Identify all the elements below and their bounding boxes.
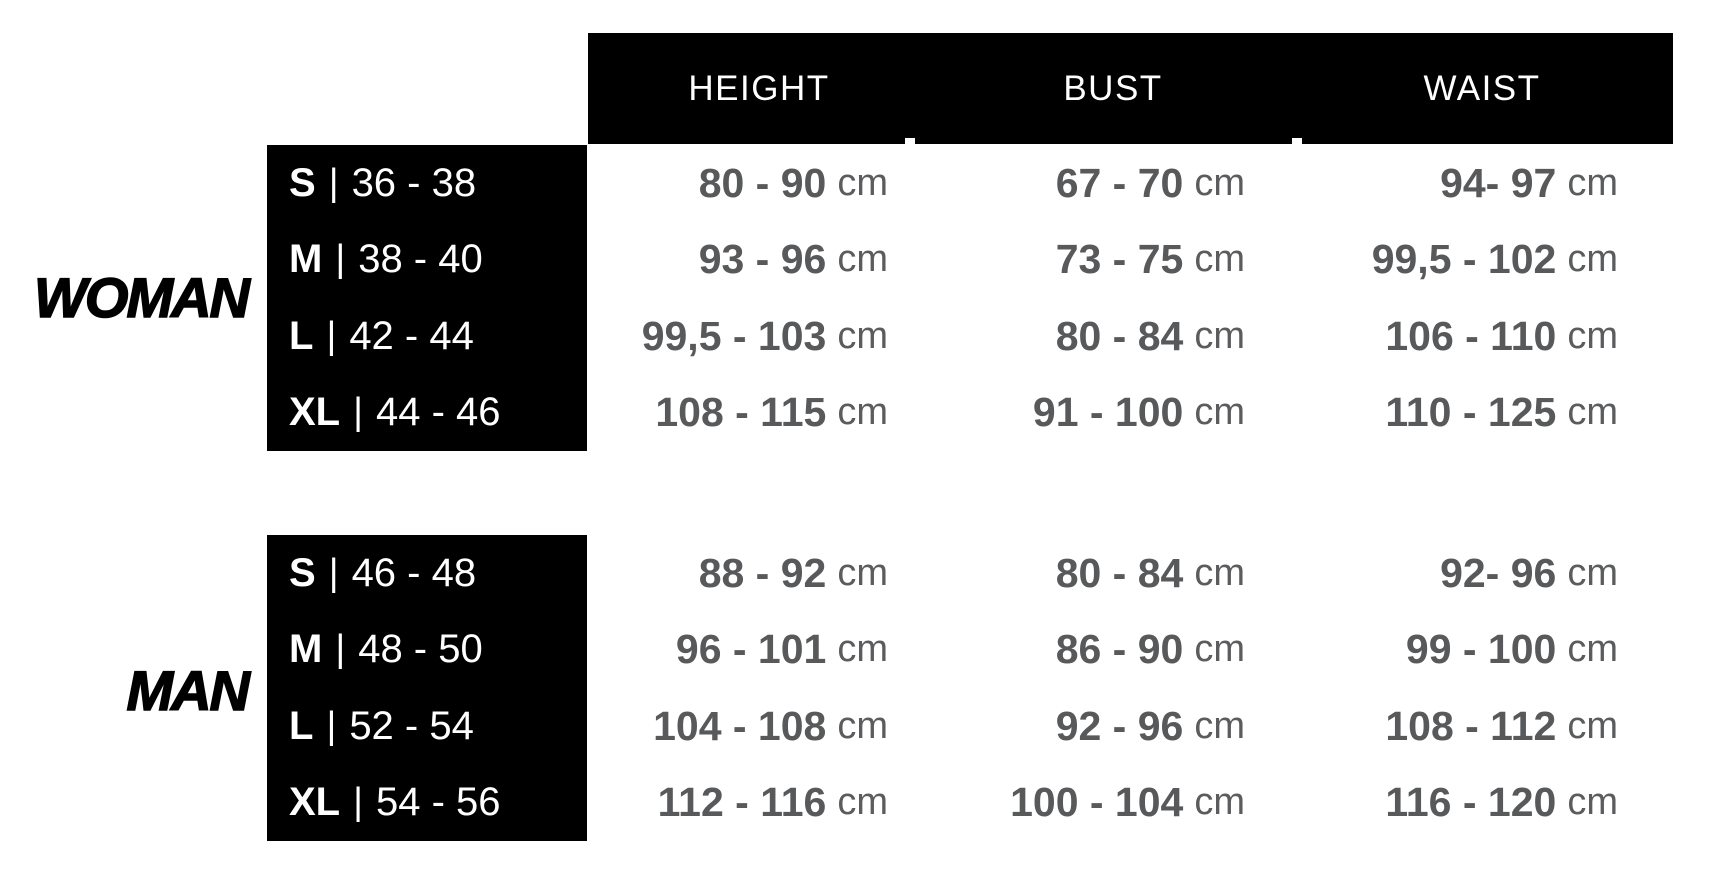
value-number: 112 - 116 xyxy=(657,779,827,826)
value-number: 99,5 - 103 xyxy=(641,312,827,359)
value-unit: cm xyxy=(837,161,888,204)
value-number: 108 - 115 xyxy=(655,389,827,436)
header-notch xyxy=(905,138,915,144)
value-unit: cm xyxy=(1194,781,1245,824)
size-range: 42 - 44 xyxy=(349,313,474,358)
size-row xyxy=(267,298,587,375)
value-cell-height xyxy=(699,222,888,298)
size-box-woman xyxy=(267,145,587,451)
size-row xyxy=(267,145,587,222)
value-unit: cm xyxy=(1194,238,1245,281)
value-number: 116 - 120 xyxy=(1385,779,1557,826)
value-cell-height xyxy=(658,765,888,841)
value-cell-bust xyxy=(1056,688,1245,764)
value-number: 99,5 - 102 xyxy=(1371,236,1557,283)
size-letter: M xyxy=(289,627,323,672)
value-number: 88 - 92 xyxy=(698,549,827,596)
value-cell-height xyxy=(653,688,888,764)
value-cell-bust xyxy=(1056,612,1245,688)
value-unit: cm xyxy=(837,391,888,434)
value-cell-bust xyxy=(1056,222,1245,298)
value-number: 92- 96 xyxy=(1440,549,1557,596)
value-cell-height xyxy=(699,535,888,611)
value-number: 99 - 100 xyxy=(1405,626,1557,673)
group-label-man: MAN xyxy=(126,659,248,722)
value-unit: cm xyxy=(1567,628,1618,671)
value-number: 91 - 100 xyxy=(1032,389,1184,436)
value-unit: cm xyxy=(1567,781,1618,824)
size-letter: M xyxy=(289,237,323,282)
size-row xyxy=(267,535,587,612)
size-letter: XL xyxy=(289,390,341,435)
value-cell-waist xyxy=(1385,688,1618,764)
value-cell-waist xyxy=(1385,375,1618,451)
value-unit: cm xyxy=(1567,704,1618,747)
size-separator: | xyxy=(353,781,363,824)
value-number: 92 - 96 xyxy=(1055,702,1184,749)
value-number: 106 - 110 xyxy=(1385,312,1557,359)
value-unit: cm xyxy=(1194,704,1245,747)
value-number: 80 - 90 xyxy=(698,159,827,206)
size-range: 44 - 46 xyxy=(376,390,501,435)
value-cell-height xyxy=(642,298,888,374)
value-unit: cm xyxy=(1194,551,1245,594)
value-unit: cm xyxy=(1567,391,1618,434)
value-unit: cm xyxy=(1567,238,1618,281)
size-letter: XL xyxy=(289,780,341,825)
value-number: 93 - 96 xyxy=(698,236,827,283)
size-row xyxy=(267,612,587,689)
size-row xyxy=(267,222,587,299)
value-unit: cm xyxy=(837,551,888,594)
value-cell-waist xyxy=(1440,535,1618,611)
measurement-header-bar xyxy=(588,33,1673,144)
size-separator: | xyxy=(335,238,346,281)
column-header-waist: WAIST xyxy=(1423,69,1541,108)
value-unit: cm xyxy=(837,781,888,824)
size-separator: | xyxy=(335,628,346,671)
value-number: 94- 97 xyxy=(1440,159,1557,206)
size-range: 36 - 38 xyxy=(351,160,477,205)
value-number: 96 - 101 xyxy=(675,626,827,673)
value-unit: cm xyxy=(1194,161,1245,204)
value-unit: cm xyxy=(1194,391,1245,434)
size-separator: | xyxy=(353,391,363,434)
value-number: 73 - 75 xyxy=(1055,236,1184,283)
size-range: 54 - 56 xyxy=(376,780,501,825)
column-header-bust: BUST xyxy=(1063,69,1163,108)
value-unit: cm xyxy=(1194,628,1245,671)
size-row xyxy=(267,765,587,842)
value-cell-waist xyxy=(1385,765,1618,841)
size-letter: S xyxy=(289,160,316,205)
size-separator: | xyxy=(328,161,339,204)
value-unit: cm xyxy=(1194,314,1245,357)
value-unit: cm xyxy=(837,704,888,747)
size-range: 48 - 50 xyxy=(358,627,483,672)
value-number: 86 - 90 xyxy=(1055,626,1184,673)
value-cell-bust xyxy=(1033,375,1245,451)
size-letter: S xyxy=(289,550,316,595)
value-number: 108 - 112 xyxy=(1385,702,1557,749)
size-range: 52 - 54 xyxy=(349,703,474,748)
value-number: 104 - 108 xyxy=(653,702,827,749)
value-cell-bust xyxy=(1056,535,1245,611)
value-number: 80 - 84 xyxy=(1055,312,1184,359)
value-cell-bust xyxy=(1056,298,1245,374)
group-label-woman: WOMAN xyxy=(34,266,248,329)
size-separator: | xyxy=(326,314,337,357)
value-cell-waist xyxy=(1385,298,1618,374)
value-cell-waist xyxy=(1406,612,1618,688)
value-number: 100 - 104 xyxy=(1010,779,1184,826)
value-unit: cm xyxy=(1567,314,1618,357)
size-letter: L xyxy=(289,313,314,358)
size-box-man xyxy=(267,535,587,841)
value-unit: cm xyxy=(837,238,888,281)
size-range: 38 - 40 xyxy=(358,237,483,282)
size-row xyxy=(267,688,587,765)
value-number: 80 - 84 xyxy=(1055,549,1184,596)
value-unit: cm xyxy=(1567,551,1618,594)
value-number: 110 - 125 xyxy=(1385,389,1557,436)
size-letter: L xyxy=(289,703,314,748)
size-range: 46 - 48 xyxy=(351,550,477,595)
value-cell-bust xyxy=(1010,765,1245,841)
value-cell-height xyxy=(699,145,888,221)
column-header-height: HEIGHT xyxy=(688,69,830,108)
size-separator: | xyxy=(326,704,337,747)
value-cell-height xyxy=(676,612,888,688)
size-row xyxy=(267,375,587,452)
header-notch xyxy=(1292,138,1302,144)
value-cell-bust xyxy=(1056,145,1245,221)
value-cell-height xyxy=(655,375,888,451)
value-unit: cm xyxy=(837,314,888,357)
value-number: 67 - 70 xyxy=(1055,159,1184,206)
value-cell-waist xyxy=(1372,222,1618,298)
value-unit: cm xyxy=(1567,161,1618,204)
value-unit: cm xyxy=(837,628,888,671)
value-cell-waist xyxy=(1440,145,1618,221)
size-separator: | xyxy=(328,551,339,594)
